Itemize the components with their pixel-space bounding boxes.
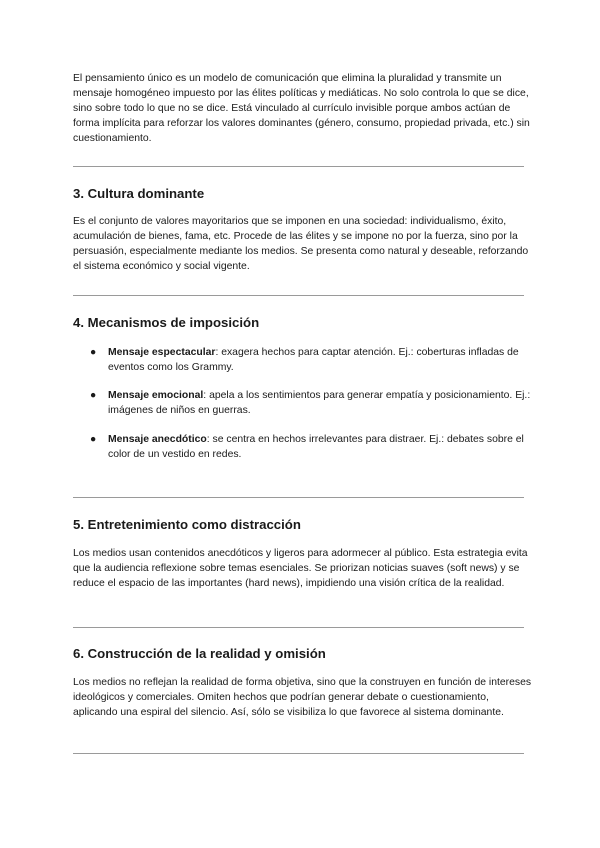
list-item-text: : exagera hechos para captar atención. Ej.: coberturas infladas de eventos como los Grammy. (108, 347, 519, 373)
section-divider (73, 166, 524, 167)
section-body (73, 214, 533, 274)
list-item-term: Mensaje espectacular (108, 347, 216, 358)
section-text: Es el conjunto de valores mayoritarios que se imponen en una sociedad: individualismo, éxito, acumulación de bienes, fama, etc. Procede de las élites y se impone no por la fuerza, sino por la persuasión, especialmente mediante los medios. Se presenta como natural y deseable, reforzando el sistema económico y social vigente. (73, 216, 529, 272)
section-divider (73, 295, 524, 296)
section-body (73, 546, 533, 591)
list-item (73, 432, 538, 462)
section-heading: 5. Entretenimiento como distracción (73, 517, 301, 532)
section-text: Los medios no reflejan la realidad de forma objetiva, sino que la construyen en función de intereses ideológicos y comerciales. Omiten hechos que podrían generar debate o cuestionamiento, aplicando una espiral del silencio. Así, sólo se visibiliza lo que favorece al sistema dominante. (73, 677, 532, 718)
intro-text: El pensamiento único es un modelo de comunicación que elimina la pluralidad y transmite un mensaje homogéneo impuesto por las élites políticas y mediáticas. No solo controla lo que se dice, sino sobre todo lo que no se dice. Está vinculado al currículo invisible porque ambos actúan de forma implícita para reforzar los valores dominantes (género, consumo, propiedad privada, etc.) sin cuestionamiento. (73, 73, 530, 144)
section-body (73, 675, 533, 720)
section-divider (73, 753, 524, 754)
list-item-text: : apela a los sentimientos para generar empatía y posicionamiento. Ej.: imágenes de niños en guerras. (108, 390, 531, 416)
bullet-icon: ● (90, 347, 97, 358)
bullet-icon: ● (90, 390, 97, 401)
section-construccion (73, 646, 533, 662)
list-item (73, 388, 538, 418)
list-item-term: Mensaje emocional (108, 390, 204, 401)
section-text: Los medios usan contenidos anecdóticos y ligeros para adormecer al público. Esta estrategia evita que la audiencia reflexione sobre temas esenciales. Se priorizan noticias suaves (soft news) y se reduce el espacio de las importantes (hard news), impidiendo una visión crítica de la realidad. (73, 548, 528, 589)
list-item-text: : se centra en hechos irrelevantes para distraer. Ej.: debates sobre el color de un vestido en redes. (108, 434, 524, 460)
section-heading: 3. Cultura dominante (73, 186, 205, 201)
section-cultura-dominante (73, 186, 533, 202)
intro-paragraph (73, 71, 533, 146)
section-divider (73, 497, 524, 498)
section-heading: 6. Construcción de la realidad y omisión (73, 646, 326, 661)
section-mecanismos (73, 315, 533, 331)
list-item-term: Mensaje anecdótico (108, 434, 207, 445)
bullet-icon: ● (90, 434, 97, 445)
list-item (73, 345, 538, 375)
section-entretenimiento (73, 517, 533, 533)
section-divider (73, 627, 524, 628)
section-heading: 4. Mecanismos de imposición (73, 315, 260, 330)
